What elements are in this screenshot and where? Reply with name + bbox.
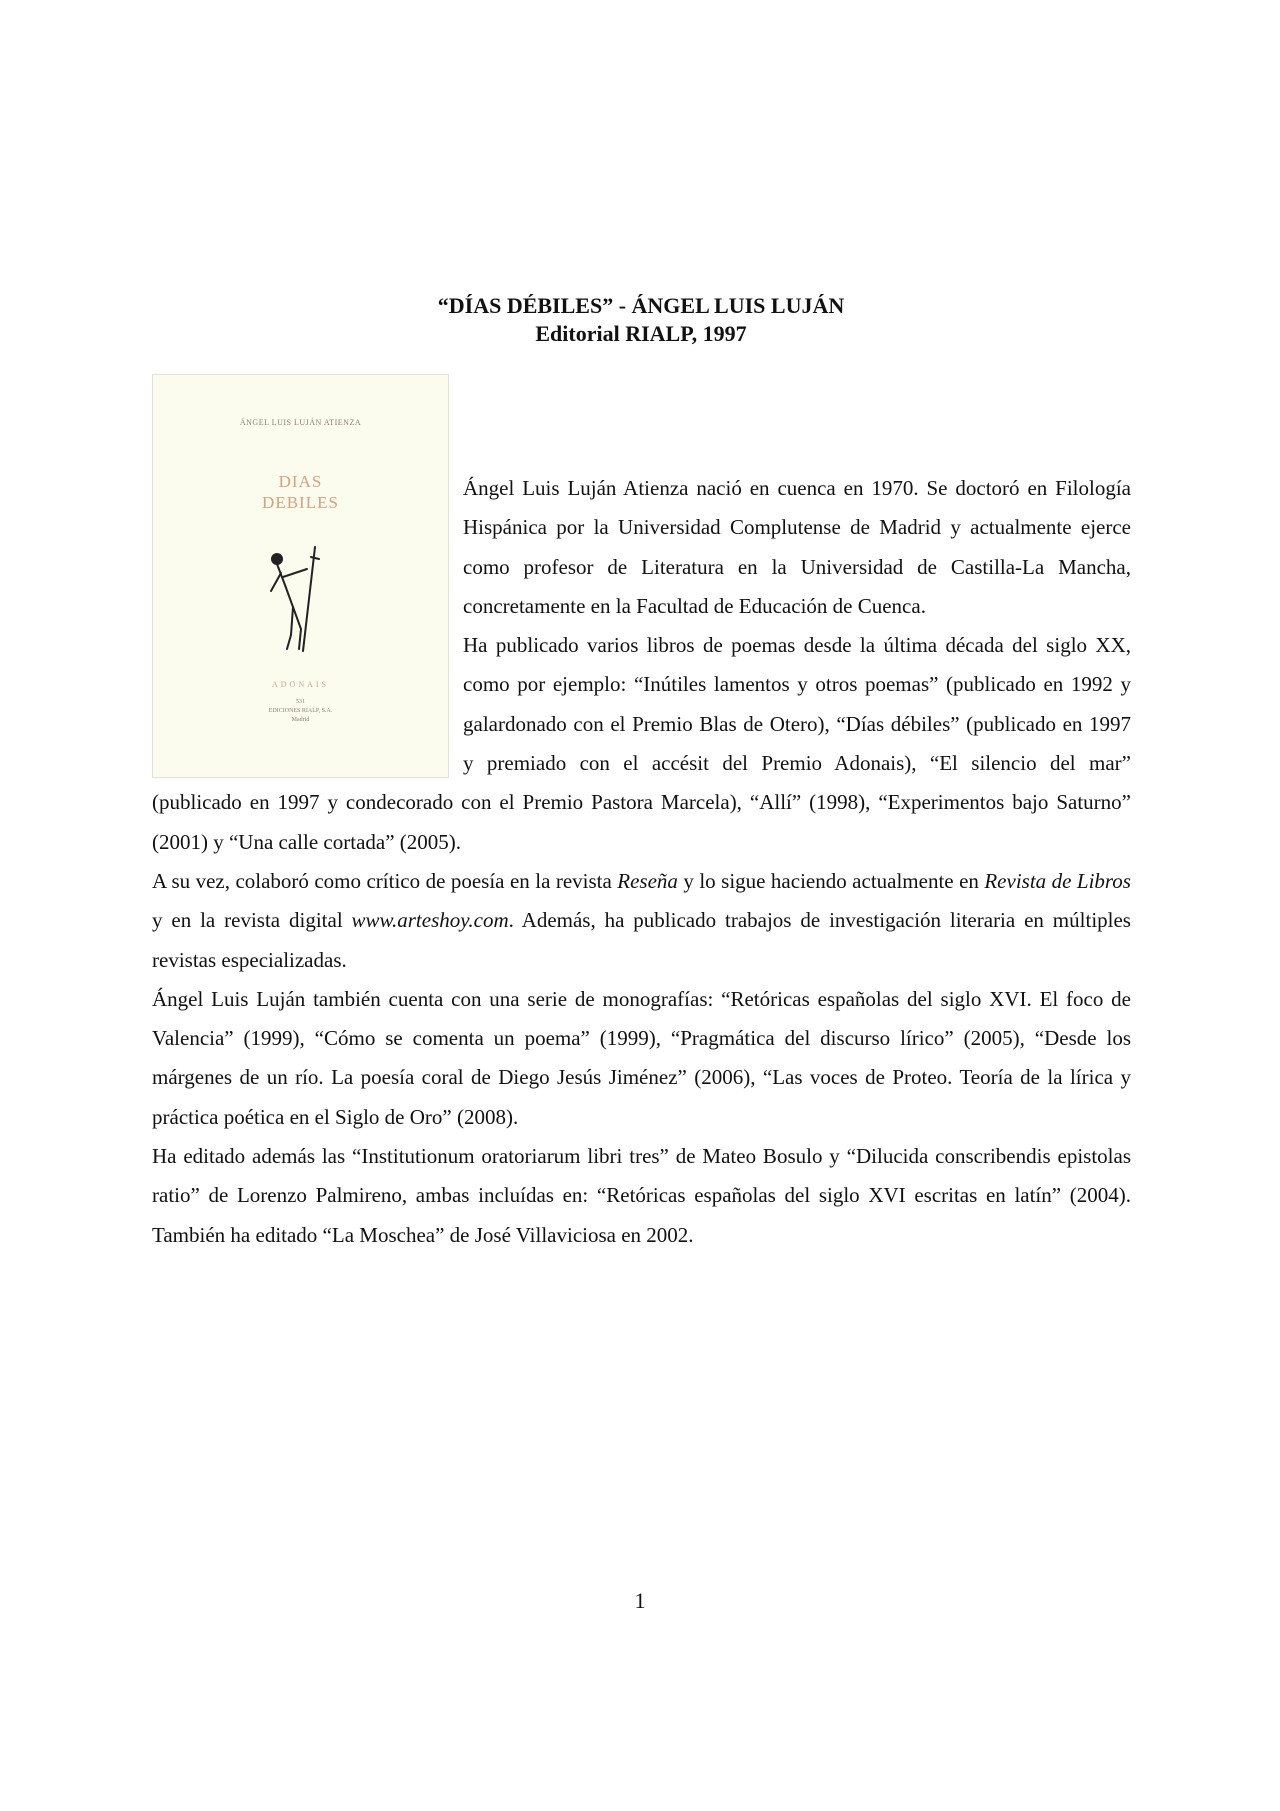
cover-title-line1: DIAS [278,472,323,491]
paragraph-critic-text-e: y en la revista digital [152,908,352,933]
magazine-revista-de-libros: Revista de Libros [984,868,1131,893]
paragraph-poetry-books: Ha publicado varios libros de poemas desde la última década del siglo XX, como por ejemplo: “Inútiles lamentos y otros poemas” (publicado en 1992 y galardonado con el Premio Blas de Otero), “Días débiles” (publicado en 1997 y premiado con el accésit del Premio Adonais), “El silencio del mar” (publicado en 1997 y condecorado con el Premio Pastora Marcela), “Allí” (1998), “Experimentos bajo Saturno” (2001) y “Una calle cortada” (2005). [152,633,1131,854]
document-title: “DÍAS DÉBILES” - ÁNGEL LUIS LUJÁN [437,293,845,318]
cover-publisher-line1: 531 [296,699,305,705]
cover-publisher [153,698,448,725]
paragraph-editions: Ha editado además las “Institutionum oratoriarum libri tres” de Mateo Bosulo y “Dilucida conscribendis epistolas ratio” de Lorenzo Palmireno, ambas incluídas en: “Retóricas españolas del siglo XVI escritas en latín” (2004). También ha editado “La Moschea” de José Villaviciosa en 2002. [152,1144,1131,1247]
paragraph-critic [152,862,1131,980]
book-cover-image [152,374,449,778]
magazine-resena: Reseña [617,868,678,893]
paragraph-critic-text-g: . Además, ha publicado trabajos de investigación literaria en múltiples revistas especializadas. [152,908,1131,972]
cover-title [153,471,448,513]
page-number: 1 [634,1588,646,1613]
paragraph-biography: Ángel Luis Luján Atienza nació en cuenca en 1970. Se doctoró en Filología Hispánica por la Universidad Complutense de Madrid y actualmente ejerce como profesor de Literatura en la Universidad de Castilla-La Mancha, concretamente en la Facultad de Educación de Cuenca. [463,476,1131,618]
paragraph-critic-text-c: y lo sigue haciendo actualmente en [677,868,985,893]
cover-author: ÁNGEL LUIS LUJÁN ATIENZA [239,418,362,427]
cover-publisher-line2: EDICIONES RIALP, S.A. [268,708,333,714]
cover-title-line2: DEBILES [262,493,339,512]
cover-series: ADONAIS [272,680,329,689]
cover-publisher-line3: Madrid [291,717,310,723]
paragraph-monographs: Ángel Luis Luján también cuenta con una serie de monografías: “Retóricas españolas del siglo XVI. El foco de Valencia” (1999), “Cómo se comenta un poema” (1999), “Pragmática del discurso lírico” (2005), “Desde los márgenes de un río. La poesía coral de Diego Jesús Jiménez” (2006), “Las voces de Proteo. Teoría de la lírica y práctica poética en el Siglo de Oro” (2008). [152,986,1131,1129]
document-body [152,418,1131,1255]
website-arteshoy: www.arteshoy.com [351,908,509,933]
paragraph-critic-text-a: A su vez, colaboró como crítico de poesía en la revista [152,868,618,893]
cover-figure-illustration [263,545,333,655]
document-subtitle: Editorial RIALP, 1997 [535,321,747,346]
